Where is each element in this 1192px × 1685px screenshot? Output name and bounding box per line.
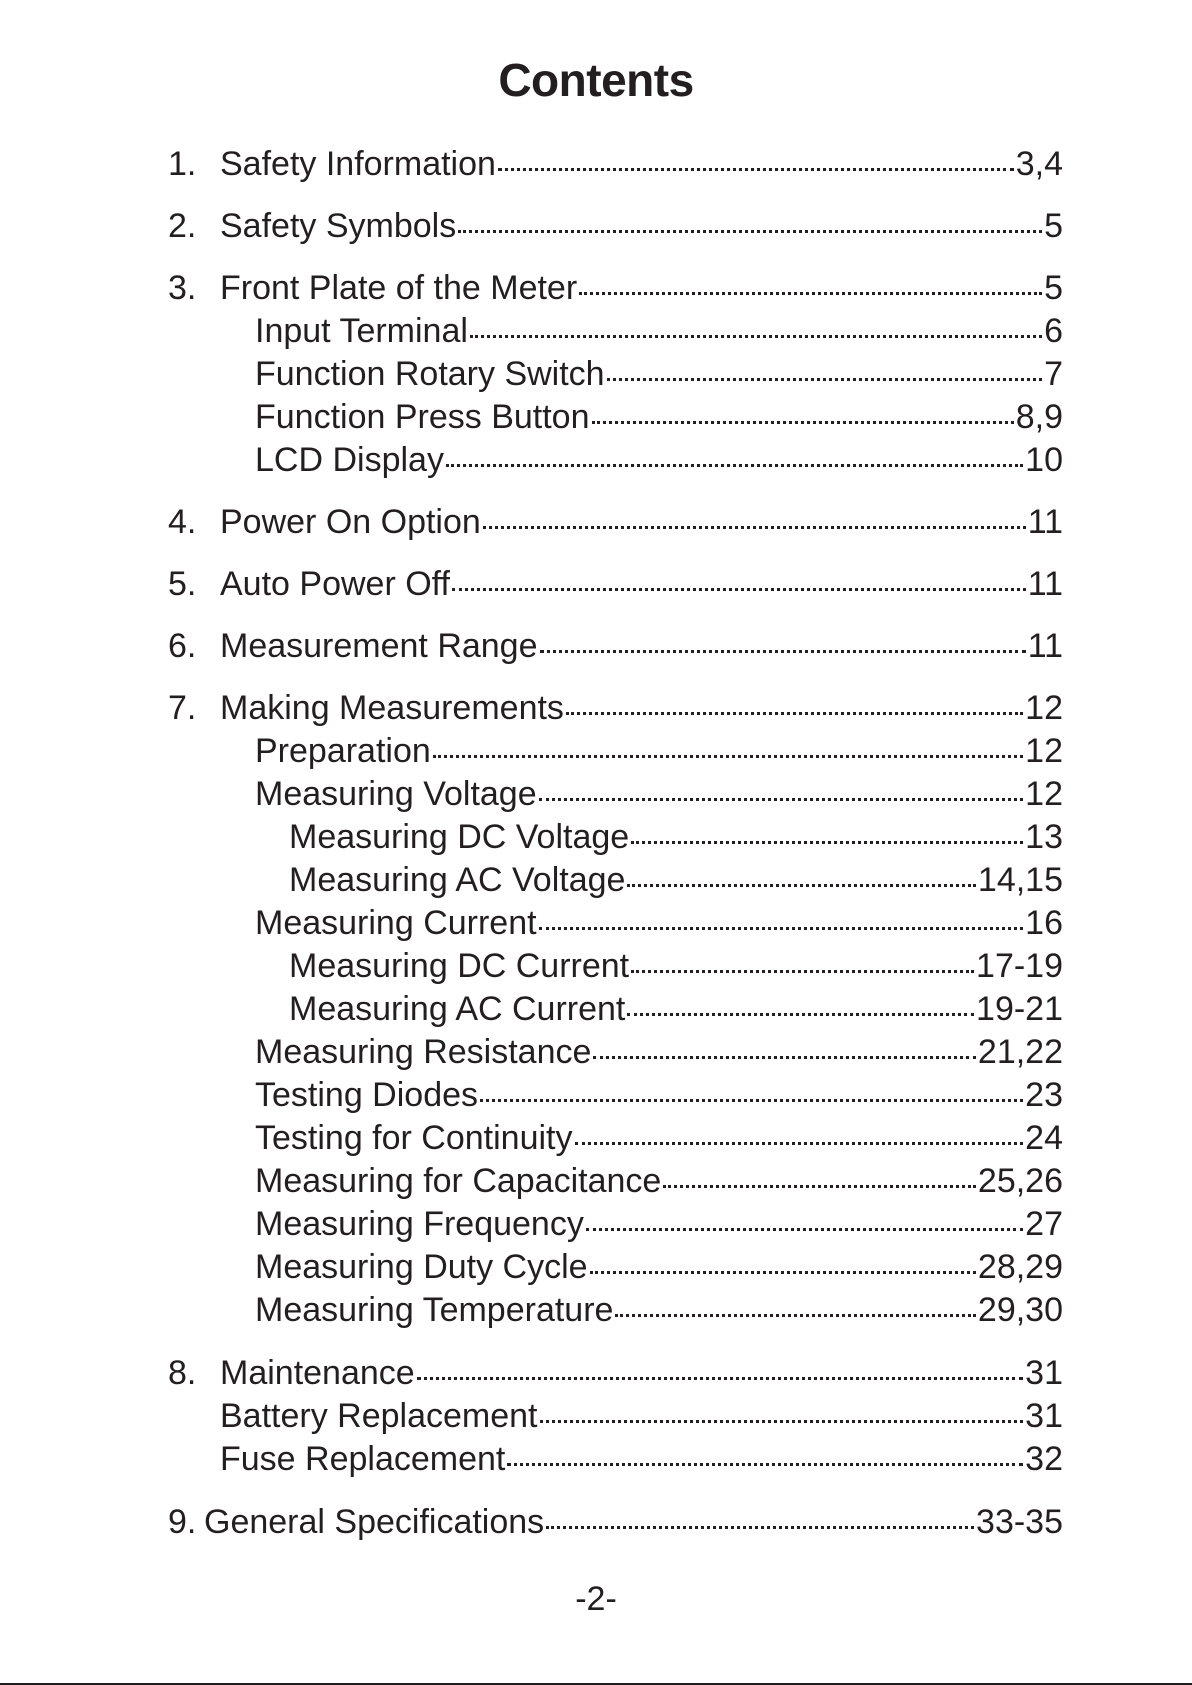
- toc-entry-page: 11: [1027, 627, 1063, 665]
- toc-entry-label: Measuring Resistance: [255, 1033, 592, 1071]
- toc-dot-leader: [452, 588, 1026, 591]
- toc-entry-label: General Specifications: [204, 1503, 545, 1541]
- toc-entry-number: 6.: [168, 627, 197, 665]
- toc-dot-leader: [417, 1377, 1023, 1380]
- toc-entry-page: 29,30: [977, 1291, 1063, 1329]
- toc-entry-label: Function Rotary Switch: [255, 355, 605, 393]
- toc-dot-leader: [593, 1056, 976, 1059]
- toc-entry-number: 4.: [168, 503, 197, 541]
- toc-entry-label: Safety Information: [220, 145, 496, 183]
- toc-subentry[interactable]: [255, 439, 1063, 481]
- toc-subsubentry[interactable]: [289, 859, 1063, 901]
- toc-subentry[interactable]: [255, 902, 1063, 944]
- toc-dot-leader: [575, 1142, 1024, 1145]
- toc-entry[interactable]: [168, 687, 1063, 729]
- toc-dot-leader: [540, 650, 1026, 653]
- toc-entry-page: 23: [1025, 1076, 1063, 1114]
- toc-entry-page: 31: [1025, 1397, 1063, 1435]
- toc-dot-leader: [663, 1185, 976, 1188]
- toc-subentry[interactable]: [255, 1246, 1063, 1288]
- toc-entry-number: 5.: [168, 565, 197, 603]
- toc-entry-page: 10: [1025, 441, 1063, 479]
- toc-entry-page: 6: [1044, 312, 1063, 350]
- toc-subsubentry[interactable]: [289, 816, 1063, 858]
- toc-dot-leader: [627, 1013, 974, 1016]
- toc-dot-leader: [540, 1420, 1024, 1423]
- toc-entry-number: 1.: [168, 145, 197, 183]
- toc-entry-page: 3,4: [1015, 145, 1063, 183]
- toc-entry-page: 12: [1025, 775, 1063, 813]
- toc-entry-label: Measuring for Capacitance: [255, 1162, 662, 1200]
- toc-entry-label: Measuring AC Voltage: [289, 861, 626, 899]
- toc-dot-leader: [631, 970, 974, 973]
- toc-entry[interactable]: [168, 205, 1063, 247]
- toc-subentry[interactable]: [220, 1395, 1063, 1437]
- toc-entry-label: LCD Display: [255, 441, 444, 479]
- toc-entry-label: Measurement Range: [220, 627, 538, 665]
- toc-dot-leader: [470, 335, 1042, 338]
- toc-dot-leader: [627, 884, 975, 887]
- toc-entry[interactable]: [168, 501, 1063, 543]
- toc-entry-label: Function Press Button: [255, 398, 590, 436]
- toc-entry-label: Input Terminal: [255, 312, 468, 350]
- toc-entry-page: 21,22: [977, 1033, 1063, 1071]
- toc-entry-label: Measuring DC Current: [289, 947, 630, 985]
- toc-entry[interactable]: [168, 1501, 1063, 1543]
- page-title: Contents: [498, 54, 694, 106]
- toc-dot-leader: [446, 464, 1023, 467]
- toc-entry-label: Fuse Replacement: [220, 1440, 506, 1478]
- page-number: -2-: [575, 1580, 617, 1618]
- toc-entry[interactable]: [168, 1352, 1063, 1394]
- toc-entry-page: 14,15: [977, 861, 1063, 899]
- toc-entry[interactable]: [168, 563, 1063, 605]
- toc-entry-number: 2.: [168, 207, 197, 245]
- toc-entry-label: Measuring DC Voltage: [289, 818, 630, 856]
- toc-entry-page: 19-21: [976, 990, 1063, 1028]
- toc-dot-leader: [483, 526, 1026, 529]
- toc-entry-label: Testing Diodes: [255, 1076, 479, 1114]
- toc-entry-page: 8,9: [1015, 398, 1063, 436]
- toc-subentry[interactable]: [255, 353, 1063, 395]
- toc-dot-leader: [458, 230, 1042, 233]
- toc-entry-page: 27: [1025, 1205, 1063, 1243]
- toc-entry-label: Measuring Temperature: [255, 1291, 614, 1329]
- toc-subentry[interactable]: [255, 1289, 1063, 1331]
- toc-dot-leader: [590, 1271, 976, 1274]
- toc-subentry[interactable]: [255, 396, 1063, 438]
- toc-dot-leader: [592, 421, 1014, 424]
- toc-entry-label: Maintenance: [220, 1354, 415, 1392]
- toc-subentry[interactable]: [255, 1074, 1063, 1116]
- toc-entry-page: 32: [1025, 1440, 1063, 1478]
- toc-subentry[interactable]: [255, 1117, 1063, 1159]
- toc-subentry[interactable]: [255, 1031, 1063, 1073]
- toc-entry-page: 5: [1044, 207, 1063, 245]
- toc-entry-page: 12: [1025, 732, 1063, 770]
- toc-entry-number: 7.: [168, 689, 197, 727]
- toc-entry-number: 3.: [168, 269, 197, 307]
- toc-subentry[interactable]: [255, 1203, 1063, 1245]
- toc-entry[interactable]: [168, 143, 1063, 185]
- toc-dot-leader: [507, 1463, 1023, 1466]
- toc-dot-leader: [607, 378, 1042, 381]
- toc-entry-label: Preparation: [255, 732, 431, 770]
- toc-dot-leader: [631, 841, 1023, 844]
- toc-entry-page: 25,26: [977, 1162, 1063, 1200]
- toc-dot-leader: [579, 292, 1042, 295]
- toc-dot-leader: [546, 1526, 974, 1529]
- toc-dot-leader: [615, 1314, 975, 1317]
- toc-entry-page: 5: [1044, 269, 1063, 307]
- toc-entry-number: 9.: [168, 1503, 197, 1541]
- toc-entry-page: 11: [1027, 565, 1063, 603]
- toc-entry-label: Making Measurements: [220, 689, 564, 727]
- toc-entry-page: 28,29: [977, 1248, 1063, 1286]
- toc-entry-label: Safety Symbols: [220, 207, 457, 245]
- toc-dot-leader: [566, 712, 1023, 715]
- toc-subentry[interactable]: [220, 1438, 1063, 1480]
- toc-entry-label: Measuring Frequency: [255, 1205, 584, 1243]
- toc-entry-number: 8.: [168, 1354, 197, 1392]
- toc-entry-label: Front Plate of the Meter: [220, 269, 578, 307]
- toc-entry-page: 24: [1025, 1119, 1063, 1157]
- toc-entry-page: 16: [1025, 904, 1063, 942]
- toc-entry-label: Measuring Current: [255, 904, 537, 942]
- toc-entry-page: 12: [1025, 689, 1063, 727]
- toc-subsubentry[interactable]: [289, 988, 1063, 1030]
- toc-dot-leader: [498, 168, 1014, 171]
- toc-entry[interactable]: [168, 267, 1063, 309]
- toc-entry-label: Testing for Continuity: [255, 1119, 573, 1157]
- toc-subentry[interactable]: [255, 310, 1063, 352]
- toc-subsubentry[interactable]: [289, 945, 1063, 987]
- toc-entry-page: 7: [1044, 355, 1063, 393]
- toc-entry-label: Measuring AC Current: [289, 990, 626, 1028]
- toc-subentry[interactable]: [255, 730, 1063, 772]
- toc-entry-page: 33-35: [976, 1503, 1063, 1541]
- toc-entry-page: 17-19: [976, 947, 1063, 985]
- toc-entry-label: Measuring Duty Cycle: [255, 1248, 588, 1286]
- toc-entry-label: Auto Power Off: [220, 565, 450, 603]
- toc-dot-leader: [480, 1099, 1023, 1102]
- toc-dot-leader: [539, 798, 1024, 801]
- toc-subentry[interactable]: [255, 1160, 1063, 1202]
- toc-entry-label: Measuring Voltage: [255, 775, 537, 813]
- toc-entry-page: 13: [1025, 818, 1063, 856]
- toc-dot-leader: [433, 755, 1023, 758]
- toc-dot-leader: [539, 927, 1024, 930]
- toc-dot-leader: [586, 1228, 1023, 1231]
- toc-entry-label: Power On Option: [220, 503, 481, 541]
- toc-entry-page: 11: [1027, 503, 1063, 541]
- toc-entry[interactable]: [168, 625, 1063, 667]
- toc-subentry[interactable]: [255, 773, 1063, 815]
- toc-entry-page: 31: [1025, 1354, 1063, 1392]
- toc-entry-label: Battery Replacement: [220, 1397, 538, 1435]
